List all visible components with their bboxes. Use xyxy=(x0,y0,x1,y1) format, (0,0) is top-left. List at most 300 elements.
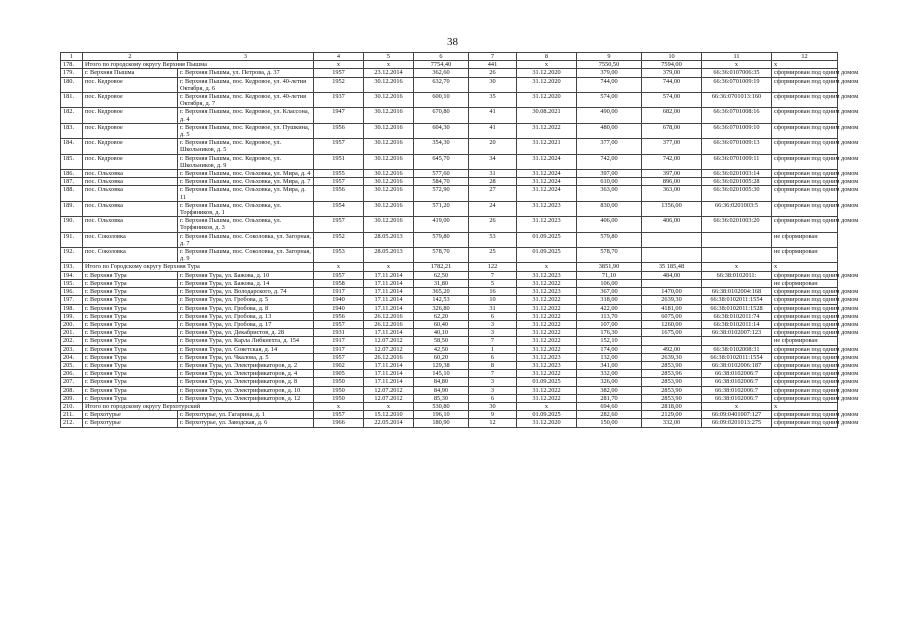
table-cell: 1931 xyxy=(314,329,364,337)
table-cell: 26.12.2016 xyxy=(364,312,414,320)
table-cell: 1470,00 xyxy=(642,288,702,296)
table-cell: пос. Соколовка xyxy=(83,232,178,247)
table-cell: 1957 xyxy=(314,353,364,361)
table-cell: 181. xyxy=(61,93,83,108)
table-cell: 6 xyxy=(469,394,517,402)
table-cell: сформирован под одним домом xyxy=(772,77,838,92)
table-cell: 441 xyxy=(469,61,517,69)
table-cell: 28.05.2013 xyxy=(364,232,414,247)
table-cell: пос. Ольховка xyxy=(83,217,178,232)
table-cell: 2853,90 xyxy=(642,361,702,369)
table-cell: 7594,00 xyxy=(642,61,702,69)
table-cell: не сформирован xyxy=(772,248,838,263)
table-cell: 66:36:0701009:19 xyxy=(702,77,772,92)
table-cell: 31.12.2024 xyxy=(517,154,577,169)
table-cell: 31.12.2022 xyxy=(517,345,577,353)
table-cell: 574,00 xyxy=(642,93,702,108)
table-cell: г. Верхняя Тура, ул. Гробова, д. 17 xyxy=(178,320,314,328)
table-cell: 66:36:0701013:160 xyxy=(702,93,772,108)
table-cell: 26.12.2016 xyxy=(364,320,414,328)
table-cell: 318,00 xyxy=(577,296,642,304)
table-cell: 198. xyxy=(61,304,83,312)
table-cell: 579,80 xyxy=(577,232,642,247)
table-row xyxy=(61,178,838,186)
table-cell: пос. Ольховка xyxy=(83,178,178,186)
table-cell: 66:38:0102011:1554 xyxy=(702,353,772,361)
table-cell: г. Верхняя Тура, ул. Электрификаторов, д. 2 xyxy=(178,361,314,369)
table-row xyxy=(61,353,838,361)
table-cell: 35 xyxy=(469,93,517,108)
table-cell: 12.07.2012 xyxy=(364,337,414,345)
table-row xyxy=(61,170,838,178)
table-cell: 66:38:0102011:74 xyxy=(702,312,772,320)
table-cell: 01.09.2025 xyxy=(517,248,577,263)
table-cell: не сформирован xyxy=(772,337,838,345)
table-cell: 742,00 xyxy=(577,154,642,169)
table-cell: 41 xyxy=(469,123,517,138)
table-cell: 26 xyxy=(469,217,517,232)
table-cell: пос. Кедровое xyxy=(83,77,178,92)
table-cell: 422,00 xyxy=(577,304,642,312)
table-cell: 01.09.2025 xyxy=(517,411,577,419)
table-cell: 742,00 xyxy=(642,154,702,169)
table-cell: 66:38:0102011: xyxy=(702,271,772,279)
table-cell: 62,50 xyxy=(414,271,469,279)
table-cell: 187. xyxy=(61,178,83,186)
table-cell: 106,00 xyxy=(577,279,642,287)
table-cell: 23.12.2014 xyxy=(364,69,414,77)
table-cell: 34 xyxy=(469,154,517,169)
table-cell: 31.12.2023 xyxy=(517,361,577,369)
table-cell: 66:36:0107006:35 xyxy=(702,69,772,77)
table-cell: 8 xyxy=(469,361,517,369)
table-cell: 1917 xyxy=(314,337,364,345)
table-cell: 66:38:0102008:31 xyxy=(702,345,772,353)
table-cell: 3 xyxy=(469,386,517,394)
table-cell: 122 xyxy=(469,263,517,271)
table-cell: 1957 xyxy=(314,69,364,77)
table-cell: 27 xyxy=(469,186,517,201)
table-cell: сформирован под одним домом xyxy=(772,378,838,386)
table-cell: 60,40 xyxy=(414,320,469,328)
table-cell: 30.08.2021 xyxy=(517,108,577,123)
table-cell: Итого по городскому округу Верхотурский xyxy=(83,402,314,410)
table-cell: г. Верхняя Тура, ул. Электрификаторов, д. 8 xyxy=(178,378,314,386)
table-cell: 484,00 xyxy=(642,271,702,279)
table-cell: 01.09.2025 xyxy=(517,232,577,247)
table-cell: 199. xyxy=(61,312,83,320)
table-cell: 186. xyxy=(61,170,83,178)
table-cell: 174,00 xyxy=(577,345,642,353)
table-cell: 1956 xyxy=(314,123,364,138)
table-cell: 31 xyxy=(469,304,517,312)
table-cell: не сформирован xyxy=(772,232,838,247)
table-cell: 12.07.2012 xyxy=(364,394,414,402)
table-cell: г. Верхняя Пышма, пос. Кедровое, ул. 40-летия Октября, д. 6 xyxy=(178,77,314,92)
table-cell: х xyxy=(364,61,414,69)
table-cell: 58,50 xyxy=(414,337,469,345)
table-cell: г. Верхняя Тура xyxy=(83,353,178,361)
table-cell: сформирован под одним домом xyxy=(772,217,838,232)
table-cell: 571,20 xyxy=(414,201,469,216)
table-cell: 30 xyxy=(469,402,517,410)
table-cell: сформирован под одним домом xyxy=(772,411,838,419)
table-cell: 202. xyxy=(61,337,83,345)
table-cell: Итого по Городскому округу Верхняя Тура xyxy=(83,263,314,271)
table-cell: 207. xyxy=(61,378,83,386)
table-cell: 188. xyxy=(61,186,83,201)
table-cell: г. Верхняя Тура xyxy=(83,345,178,353)
table-cell: 66:38:0102006:7 xyxy=(702,378,772,386)
table-cell: 193. xyxy=(61,263,83,271)
table-cell: 71,10 xyxy=(577,271,642,279)
table-cell: г. Верхняя Пышма, пос. Кедровое, ул. 40-летия Октября, д. 7 xyxy=(178,93,314,108)
table-cell: 1957 xyxy=(314,271,364,279)
table-cell: 31.12.2020 xyxy=(517,419,577,427)
table-cell: пос. Ольховка xyxy=(83,170,178,178)
table-row xyxy=(61,304,838,312)
column-header: 5 xyxy=(364,53,414,61)
table-cell: 66:36:0201005:30 xyxy=(702,186,772,201)
table-cell: 2853,90 xyxy=(642,394,702,402)
table-cell: 492,00 xyxy=(642,345,702,353)
column-header: 8 xyxy=(517,53,577,61)
table-cell: х xyxy=(772,402,838,410)
table-cell xyxy=(642,248,702,263)
table-cell: 30.12.2016 xyxy=(364,77,414,92)
table-cell: 7754,40 xyxy=(414,61,469,69)
table-cell: 1957 xyxy=(314,139,364,154)
table-cell: г. Верхняя Тура xyxy=(83,312,178,320)
table-cell: г. Верхняя Пышма, пос. Кедровое, ул. Школьников, д. 5 xyxy=(178,139,314,154)
table-cell: сформирован под одним домом xyxy=(772,345,838,353)
table-cell: 332,00 xyxy=(577,370,642,378)
table-row xyxy=(61,271,838,279)
table-cell: 572,90 xyxy=(414,186,469,201)
table-cell: 490,00 xyxy=(577,108,642,123)
table-cell: пос. Ольховка xyxy=(83,186,178,201)
table-cell: 66:38:0102004:168 xyxy=(702,288,772,296)
table-cell: 2853,90 xyxy=(642,386,702,394)
table-cell: 85,30 xyxy=(414,394,469,402)
table-cell: г. Верхняя Тура xyxy=(83,329,178,337)
table-cell: 31.12.2022 xyxy=(517,123,577,138)
table-cell: 30.12.2016 xyxy=(364,93,414,108)
table-row xyxy=(61,108,838,123)
table-cell: г. Верхняя Тура, ул. Карла Либкнехта, д. 154 xyxy=(178,337,314,345)
column-header: 12 xyxy=(772,53,838,61)
table-cell: 1 xyxy=(469,345,517,353)
table-cell: 406,00 xyxy=(577,217,642,232)
table-cell: 12 xyxy=(469,419,517,427)
table-cell: 326,00 xyxy=(577,378,642,386)
table-cell: 66:36:0701009:11 xyxy=(702,154,772,169)
table-cell: 379,00 xyxy=(577,69,642,77)
table-cell: 3851,90 xyxy=(577,263,642,271)
table-cell: 30.12.2016 xyxy=(364,123,414,138)
table-cell: 1951 xyxy=(314,154,364,169)
table-cell: 01.09.2025 xyxy=(517,378,577,386)
table-cell: 830,00 xyxy=(577,201,642,216)
table-row xyxy=(61,232,838,247)
table-cell: сформирован под одним домом xyxy=(772,312,838,320)
table-cell: 31.12.2022 xyxy=(517,370,577,378)
table-cell: г. Верхняя Тура, ул. Гробова, д. 8 xyxy=(178,304,314,312)
table-cell: 406,00 xyxy=(642,217,702,232)
table-cell: 189. xyxy=(61,201,83,216)
table-cell: г. Верхняя Пышма, пос. Кедровое, ул. Классона, д. 4 xyxy=(178,108,314,123)
table-cell: 16 xyxy=(469,288,517,296)
table-cell: 31.12.2022 xyxy=(517,329,577,337)
table-cell xyxy=(642,337,702,345)
table-cell: 66:36:0701009:13 xyxy=(702,139,772,154)
table-cell: 66:36:0201003:14 xyxy=(702,170,772,178)
table-cell: г. Верхняя Тура xyxy=(83,394,178,402)
table-cell xyxy=(642,232,702,247)
table-cell: г. Верхняя Тура, ул. Советская, д. 14 xyxy=(178,345,314,353)
table-cell: сформирован под одним домом xyxy=(772,178,838,186)
table-cell: 1966 xyxy=(314,419,364,427)
table-cell: 12.07.2012 xyxy=(364,386,414,394)
table-cell: 195. xyxy=(61,279,83,287)
table-cell: 31.12.2022 xyxy=(517,312,577,320)
table-cell: 150,00 xyxy=(577,419,642,427)
table-cell: 41 xyxy=(469,108,517,123)
table-cell: х xyxy=(517,61,577,69)
table-cell: х xyxy=(364,263,414,271)
table-cell: 17.11.2014 xyxy=(364,288,414,296)
table-cell: г. Верхняя Пышма, ул. Петрова, д. 37 xyxy=(178,69,314,77)
column-header: 4 xyxy=(314,53,364,61)
table-cell: 1675,00 xyxy=(642,329,702,337)
table-cell: 30.12.2016 xyxy=(364,139,414,154)
table-cell: 31.12.2024 xyxy=(517,186,577,201)
page-number: 38 xyxy=(447,36,458,48)
table-cell: г. Верхняя Пышма, пос. Ольховка, ул. Мира, д. 7 xyxy=(178,178,314,186)
table-cell: 30.12.2016 xyxy=(364,217,414,232)
table-row xyxy=(61,329,838,337)
table-cell: г. Верхняя Пышма, пос. Кедровое, ул. Пушкина, д. 5 xyxy=(178,123,314,138)
table-cell: 326,80 xyxy=(414,304,469,312)
table-cell: 1940 xyxy=(314,296,364,304)
table-cell: 332,00 xyxy=(642,419,702,427)
table-cell: 1954 xyxy=(314,201,364,216)
table-cell: 1957 xyxy=(314,320,364,328)
table-cell: 341,00 xyxy=(577,361,642,369)
table-cell: г. Верхняя Тура, ул. Бажова, д. 10 xyxy=(178,271,314,279)
table-cell: 205. xyxy=(61,361,83,369)
table-cell: 31.12.2022 xyxy=(517,386,577,394)
table-cell: 194. xyxy=(61,271,83,279)
table-cell: 84,80 xyxy=(414,378,469,386)
column-header: 11 xyxy=(702,53,772,61)
table-cell: 1917 xyxy=(314,288,364,296)
table-cell: 1956 xyxy=(314,312,364,320)
table-cell: 397,00 xyxy=(577,170,642,178)
table-cell: х xyxy=(314,61,364,69)
table-cell: г. Верхняя Тура xyxy=(83,378,178,386)
table-cell: 2818,00 xyxy=(642,402,702,410)
table-cell: г. Верхняя Пышма, пос. Кедровое, ул. Школьников, д. 9 xyxy=(178,154,314,169)
table-cell: 17.11.2014 xyxy=(364,378,414,386)
table-cell: 192. xyxy=(61,248,83,263)
table-cell: г. Верхняя Тура xyxy=(83,337,178,345)
table-cell: 6 xyxy=(469,353,517,361)
table-cell xyxy=(702,337,772,345)
table-cell: 577,60 xyxy=(414,170,469,178)
table-cell: 2853,96 xyxy=(642,370,702,378)
table-cell: х xyxy=(517,402,577,410)
table-cell: 31.12.2022 xyxy=(517,279,577,287)
table-cell: 203. xyxy=(61,345,83,353)
table-cell: 84,90 xyxy=(414,386,469,394)
table-cell: 6 xyxy=(469,312,517,320)
table-cell: 31.12.2020 xyxy=(517,69,577,77)
table-cell: х xyxy=(364,402,414,410)
table-row xyxy=(61,370,838,378)
table-cell: сформирован под одним домом xyxy=(772,186,838,201)
table-cell: 30.12.2016 xyxy=(364,201,414,216)
table-cell: сформирован под одним домом xyxy=(772,123,838,138)
table-cell: 584,70 xyxy=(414,178,469,186)
table-cell: 66:38:0102006:7 xyxy=(702,386,772,394)
table-cell: 210. xyxy=(61,402,83,410)
table-cell: 31,80 xyxy=(414,279,469,287)
table-cell: 31.12.2023 xyxy=(517,271,577,279)
table-cell: 682,00 xyxy=(642,108,702,123)
column-header: 9 xyxy=(577,53,642,61)
table-cell: 179. xyxy=(61,69,83,77)
table-cell: сформирован под одним домом xyxy=(772,69,838,77)
table-cell: 183. xyxy=(61,123,83,138)
table-cell xyxy=(702,279,772,287)
table-cell: 206. xyxy=(61,370,83,378)
table-cell: 42,50 xyxy=(414,345,469,353)
table-cell: 744,00 xyxy=(577,77,642,92)
table-cell: 66:38:0102011:1528 xyxy=(702,304,772,312)
table-cell: 365,20 xyxy=(414,288,469,296)
table-cell: 26.12.2016 xyxy=(364,353,414,361)
table-cell: 1957 xyxy=(314,411,364,419)
table-cell: 6075,00 xyxy=(642,312,702,320)
table-cell: 66:38:0102007:123 xyxy=(702,329,772,337)
table-cell: 363,00 xyxy=(642,186,702,201)
table-cell: 896,00 xyxy=(642,178,702,186)
table-row xyxy=(61,279,838,287)
column-header: 10 xyxy=(642,53,702,61)
table-cell: сформирован под одним домом xyxy=(772,201,838,216)
table-cell: 30.12.2016 xyxy=(364,178,414,186)
table-cell: 185. xyxy=(61,154,83,169)
subtotal-row xyxy=(61,61,838,69)
table-cell: х xyxy=(702,402,772,410)
table-cell: 66:38:0102011:1554 xyxy=(702,296,772,304)
table-cell: г. Верхотурье xyxy=(83,411,178,419)
table-cell: 1905 xyxy=(314,370,364,378)
table-cell: 1917 xyxy=(314,345,364,353)
table-cell: г. Верхняя Пышма, пос. Соколовка, ул. Загорная, д. 7 xyxy=(178,232,314,247)
table-cell: 1952 xyxy=(314,232,364,247)
table-cell: 25 xyxy=(469,248,517,263)
table-row xyxy=(61,288,838,296)
table-cell: 212. xyxy=(61,419,83,427)
table-cell: 66:36:0701009:10 xyxy=(702,123,772,138)
table-cell: 180,90 xyxy=(414,419,469,427)
table-cell: 670,80 xyxy=(414,108,469,123)
table-cell: сформирован под одним домом xyxy=(772,394,838,402)
table-cell: 31.12.2022 xyxy=(517,304,577,312)
table-cell: 208. xyxy=(61,386,83,394)
table-cell: 419,00 xyxy=(414,217,469,232)
table-cell: 367,00 xyxy=(577,288,642,296)
table-cell: 574,00 xyxy=(577,93,642,108)
table-cell: 1260,00 xyxy=(642,320,702,328)
table-cell: сформирован под одним домом xyxy=(772,329,838,337)
table-cell: г. Верхняя Тура xyxy=(83,386,178,394)
table-cell: 31.12.2020 xyxy=(517,93,577,108)
housing-register-table xyxy=(60,52,859,428)
table-cell: пос. Кедровое xyxy=(83,93,178,108)
table-cell xyxy=(702,248,772,263)
table-cell: 31.12.2022 xyxy=(517,296,577,304)
table-cell: 31 xyxy=(469,170,517,178)
table-cell: 530,80 xyxy=(414,402,469,410)
table-cell: 178. xyxy=(61,61,83,69)
table-cell: 113,70 xyxy=(577,312,642,320)
table-cell: 17.11.2014 xyxy=(364,370,414,378)
table-cell: сформирован под одним домом xyxy=(772,304,838,312)
table-row xyxy=(61,386,838,394)
table-cell: 7 xyxy=(469,370,517,378)
table-cell: 31.12.2024 xyxy=(517,178,577,186)
table-cell: 31.12.2022 xyxy=(517,320,577,328)
table-cell: г. Верхняя Тура, ул. Гробова, д. 13 xyxy=(178,312,314,320)
table-cell: 53 xyxy=(469,232,517,247)
table-cell: 9 xyxy=(469,411,517,419)
table-cell: 31.12.2023 xyxy=(517,201,577,216)
table-cell: х xyxy=(702,61,772,69)
table-cell: 1957 xyxy=(314,178,364,186)
table-row xyxy=(61,123,838,138)
table-cell: 204. xyxy=(61,353,83,361)
table-cell: 17.11.2014 xyxy=(364,271,414,279)
table-cell: 281,70 xyxy=(577,394,642,402)
table-cell: 578,70 xyxy=(577,248,642,263)
table-cell: 209. xyxy=(61,394,83,402)
table-cell: 3 xyxy=(469,329,517,337)
table-row xyxy=(61,139,838,154)
table-cell: 363,00 xyxy=(577,186,642,201)
column-header: 2 xyxy=(83,53,178,61)
table-cell: г. Верхняя Тура xyxy=(83,288,178,296)
table-cell: сформирован под одним домом xyxy=(772,353,838,361)
table-cell: не сформирован xyxy=(772,279,838,287)
table-cell: 40,10 xyxy=(414,329,469,337)
subtotal-row xyxy=(61,263,838,271)
table-cell: г. Верхняя Тура xyxy=(83,304,178,312)
table-cell: сформирован под одним домом xyxy=(772,288,838,296)
table-cell: 60,20 xyxy=(414,353,469,361)
table-cell: г. Верхняя Тура, ул. Володарского, д. 74 xyxy=(178,288,314,296)
table-cell: 15.12.2010 xyxy=(364,411,414,419)
table-cell: 1955 xyxy=(314,170,364,178)
column-header: 7 xyxy=(469,53,517,61)
table-cell: 62,20 xyxy=(414,312,469,320)
table-cell: 362,60 xyxy=(414,69,469,77)
table-row xyxy=(61,337,838,345)
table-row xyxy=(61,217,838,232)
table-row xyxy=(61,394,838,402)
